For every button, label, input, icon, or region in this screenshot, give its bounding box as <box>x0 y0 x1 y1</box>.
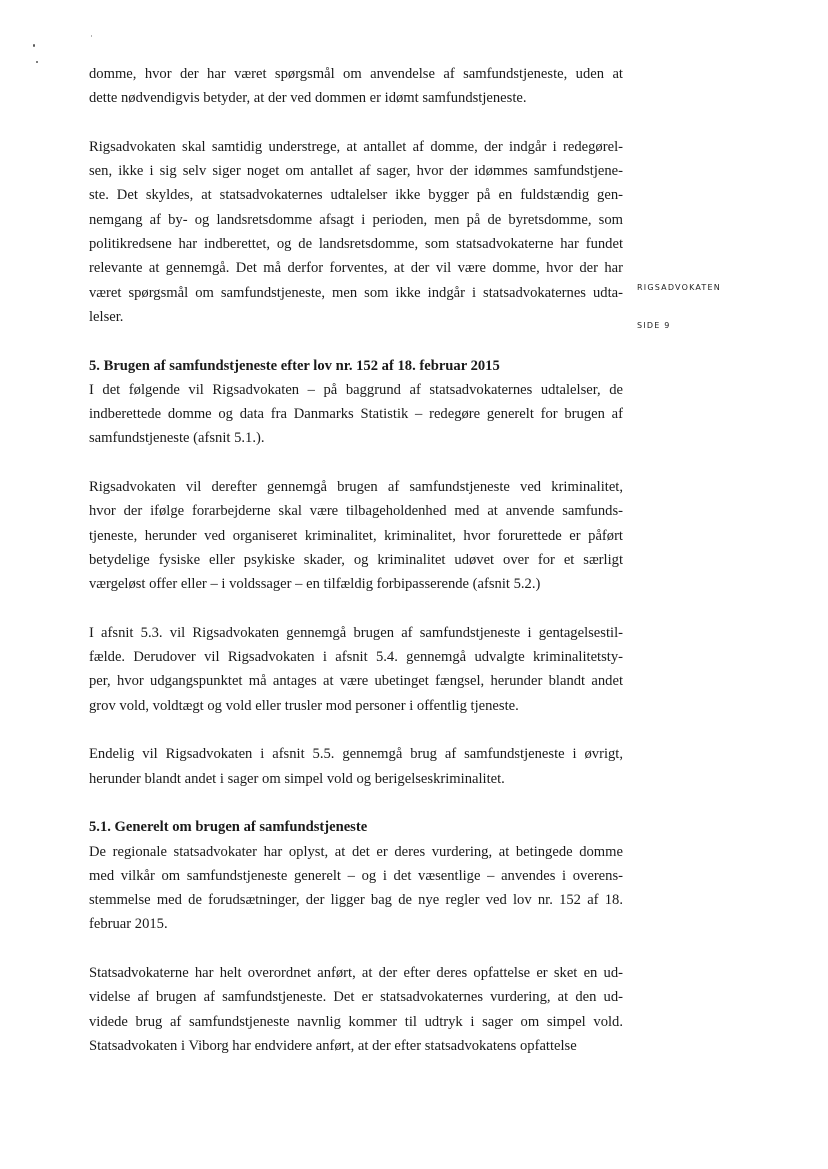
text-line: videde brug af samfundstjeneste navnlig kommer til udtryk i sager om simpel vold. <box>89 1013 623 1030</box>
text-line: videlse af brugen af samfundstjeneste. Det er statsadvokaternes vurdering, at den ud- <box>89 989 623 1006</box>
text-line: tjeneste, herunder ved organiseret kriminalitet, kriminalitet, hvor forurettede er påført <box>89 527 623 544</box>
text-line: I det følgende vil Rigsadvokaten – på baggrund af statsadvokaternes udtalelser, de <box>89 381 623 398</box>
section-heading: 5. Brugen af samfundstjeneste efter lov nr. 152 af 18. februar 2015 <box>89 357 500 374</box>
text-line: politikredsene har indberettet, og de landsretsdomme, som statsadvokaterne har fundet <box>89 236 623 253</box>
text-line: Rigsadvokaten vil derefter gennemgå brugen af samfundstjeneste ved kriminalitet, <box>89 479 623 496</box>
text-line: været spørgsmål om samfundstjeneste, men som ikke indgår i statsadvokaternes udta- <box>89 284 623 301</box>
text-line: samfundstjeneste (afsnit 5.1.). <box>89 430 265 447</box>
text-line: De regionale statsadvokater har oplyst, at det er deres vurdering, at betingede domme <box>89 843 623 860</box>
text-line: Statsadvokaterne har helt overordnet anført, at der efter deres opfattelse er sket en ud- <box>89 964 623 981</box>
paragraph <box>89 742 623 791</box>
text-line: I afsnit 5.3. vil Rigsadvokaten gennemgå brugen af samfundstjeneste i gentagelsestil- <box>89 624 623 641</box>
sidebar-page-number: SIDE 9 <box>637 321 671 330</box>
text-line: grov vold, voldtægt og vold eller trusler mod personer i offentlig tjeneste. <box>89 697 519 714</box>
text-line: februar 2015. <box>89 916 168 933</box>
text-line: fælde. Derudover vil Rigsadvokaten i afsnit 5.4. gennemgå udvalgte kriminalitetsty- <box>89 649 623 666</box>
text-line: per, hvor udgangspunktet må antages at være ubetinget fængsel, herunder blandt andet <box>89 673 623 690</box>
text-line: nemgang af by- og landsretsdomme afsagt i perioden, men på de byretsdomme, som <box>89 211 623 228</box>
paragraph <box>89 621 623 718</box>
text-line: sen, ikke i sig selv siger noget om antallet af sager, hvor der idømmes samfundstjene- <box>89 163 623 180</box>
text-line: Rigsadvokaten skal samtidig understrege, at antallet af domme, der indgår i redegørel- <box>89 138 623 155</box>
text-line: indberettede domme og data fra Danmarks Statistik – redegøre generelt for brugen af <box>89 406 623 423</box>
text-line: dette nødvendigvis betyder, at der ved dommen er idømt samfundstjeneste. <box>89 90 527 107</box>
scan-speck <box>36 61 38 63</box>
scan-speck <box>33 44 35 47</box>
text-line: med vilkår om samfundstjeneste generelt – og i det væsentlige – anvendes i overens- <box>89 867 623 884</box>
text-line: herunder blandt andet i sager om simpel vold og berigelseskriminalitet. <box>89 770 505 787</box>
section-heading: 5.1. Generelt om brugen af samfundstjeneste <box>89 819 368 836</box>
sidebar-org: RIGSADVOKATEN <box>637 283 721 292</box>
text-line: Endelig vil Rigsadvokaten i afsnit 5.5. gennemgå brug af samfundstjeneste i øvrigt, <box>89 746 623 763</box>
paragraph <box>89 135 623 329</box>
text-line: lelser. <box>89 308 124 325</box>
paragraph <box>89 961 623 1058</box>
scan-speck <box>91 35 92 37</box>
text-line: hvor der ifølge forarbejderne skal være tilbageholdenhed med at anvende samfunds- <box>89 503 623 520</box>
text-line: Statsadvokaten i Viborg har endvidere anført, at der efter statsadvokatens opfattelse <box>89 1037 577 1054</box>
paragraph <box>89 378 623 451</box>
text-line: relevante at gennemgå. Det må derfor forventes, at der vil være domme, hvor der har <box>89 260 623 277</box>
text-line: betydelige fysiske eller psykiske skader, og kriminalitet udøvet over for et særligt <box>89 551 623 568</box>
text-line: værgeløst offer eller – i voldssager – en tilfældig forbipasserende (afsnit 5.2.) <box>89 576 541 593</box>
paragraph <box>89 840 623 937</box>
text-line: ste. Det skyldes, at statsadvokaternes udtalelser ikke bygger på en fuldstændig gen- <box>89 187 623 204</box>
body-text <box>89 62 623 1082</box>
text-line: stemmelse med de forudsætninger, der ligger bag de nye regler ved lov nr. 152 af 18. <box>89 892 623 909</box>
text-line: domme, hvor der har været spørgsmål om anvendelse af samfundstjeneste, uden at <box>89 66 623 82</box>
paragraph <box>89 62 623 111</box>
paragraph <box>89 475 623 596</box>
